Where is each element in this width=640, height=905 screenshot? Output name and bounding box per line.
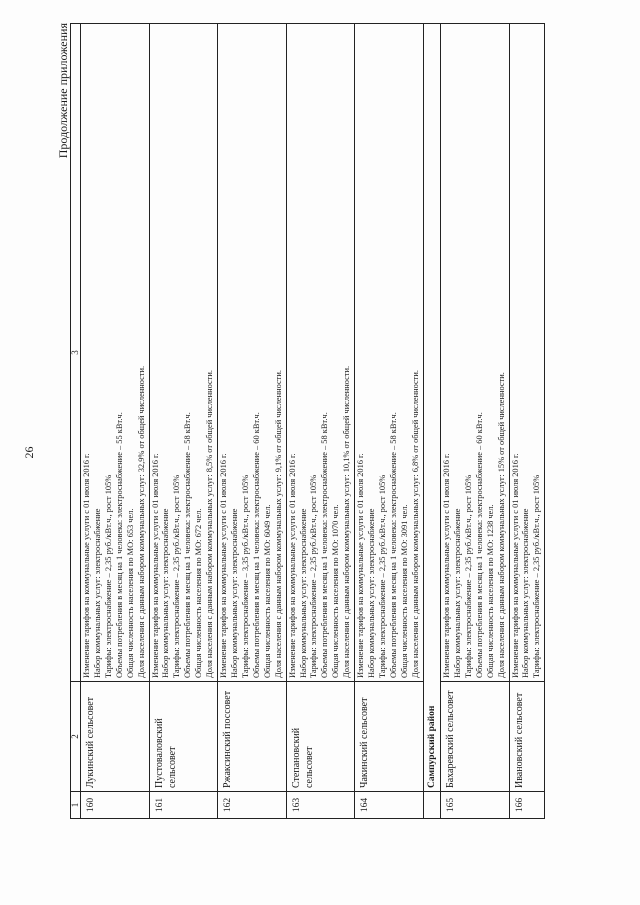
detail-line: Доля населения с данным набором коммунальных услуг: 15% от общей численности. bbox=[496, 372, 506, 678]
detail-line: Изменение тарифов на коммунальные услуги с 01 июля 2016 г. bbox=[287, 453, 297, 678]
table-row bbox=[81, 24, 150, 819]
tariff-details bbox=[149, 24, 218, 682]
header-cell-3: 3 bbox=[71, 24, 81, 682]
detail-line: Общая численность населения по МО: 1238 чел. bbox=[485, 504, 495, 678]
tariff-details bbox=[218, 24, 287, 682]
region-row bbox=[423, 24, 440, 819]
detail-line: Объемы потребления в месяц на 1 человека: электроснабжение – 60 кВт.ч. bbox=[251, 412, 261, 678]
detail-line: Объемы потребления в месяц на 1 человека: электроснабжение – 55 кВт.ч. bbox=[114, 412, 124, 678]
row-number: 163 bbox=[286, 792, 355, 819]
municipality-name: Ржаксинский поссовет bbox=[218, 682, 287, 792]
detail-line: Тарифы: электроснабжение – 2,35 руб./кВт.ч., рост 105% bbox=[377, 474, 387, 678]
table-row bbox=[509, 24, 545, 819]
table-row bbox=[286, 24, 355, 819]
detail-line: Объемы потребления в месяц на 1 человека: электроснабжение – 58 кВт.ч. bbox=[183, 412, 193, 678]
tariff-details bbox=[286, 24, 355, 682]
detail-line: Набор коммунальных услуг: электроснабжение bbox=[367, 508, 377, 678]
tariff-details bbox=[441, 24, 510, 682]
detail-line: Тарифы: электроснабжение – 2,35 руб./кВт.ч., рост 105% bbox=[532, 474, 542, 678]
detail-line: Общая численность населения по МО: 6049 чел. bbox=[262, 504, 272, 678]
tariff-details bbox=[509, 24, 545, 682]
tariff-details bbox=[81, 24, 150, 682]
table-row bbox=[149, 24, 218, 819]
row-number: 160 bbox=[81, 792, 150, 819]
detail-line: Тарифы: электроснабжение – 2,35 руб./кВт.ч., рост 105% bbox=[103, 474, 113, 678]
detail-line: Тарифы: электроснабжение – 3,35 руб./кВт.ч., рост 105% bbox=[240, 474, 250, 678]
detail-line: Изменение тарифов на коммунальные услуги с 01 июля 2016 г. bbox=[356, 453, 366, 678]
header-cell-2: 2 bbox=[71, 682, 81, 792]
table-row bbox=[441, 24, 510, 819]
detail-line: Общая численность населения по МО: 653 чел. bbox=[125, 508, 135, 678]
row-number: 165 bbox=[441, 792, 510, 819]
tariff-details bbox=[355, 24, 424, 682]
municipality-name: Бахаревский сельсовет bbox=[441, 682, 510, 792]
detail-line: Общая численность населения по МО: 672 чел. bbox=[194, 508, 204, 678]
municipality-name: Лукинский сельсовет bbox=[81, 682, 150, 792]
detail-line: Тарифы: электроснабжение – 2,35 руб./кВт.ч., рост 105% bbox=[172, 474, 182, 678]
table-row bbox=[355, 24, 424, 819]
detail-line: Доля населения с данным набором коммунальных услуг: 8,5% от общей численности. bbox=[205, 370, 215, 678]
continuation-label: Продолжение приложения bbox=[56, 23, 70, 159]
page-number: 26 bbox=[22, 446, 36, 459]
detail-line: Тарифы: электроснабжение – 2,35 руб./кВт.ч., рост 105% bbox=[309, 474, 319, 678]
tariff-table bbox=[70, 23, 545, 819]
detail-line: Изменение тарифов на коммунальные услуги с 01 июля 2016 г. bbox=[82, 453, 91, 678]
municipality-name: Пустоваловский сельсовет bbox=[149, 682, 218, 792]
row-number: 162 bbox=[218, 792, 287, 819]
detail-line: Изменение тарифов на коммунальные услуги с 01 июля 2016 г. bbox=[219, 453, 229, 678]
detail-line: Изменение тарифов на коммунальные услуги с 01 июля 2016 г. bbox=[150, 453, 160, 678]
region-name: Сампурский район bbox=[423, 24, 440, 792]
region-empty-cell bbox=[423, 792, 440, 819]
detail-line: Общая численность населения по МО: 3091 чел. bbox=[399, 504, 409, 678]
detail-line: Набор коммунальных услуг: электроснабжение bbox=[521, 508, 531, 678]
detail-line: Набор коммунальных услуг: электроснабжение bbox=[161, 508, 171, 678]
detail-line: Тарифы: электроснабжение – 2,35 руб./кВт.ч., рост 105% bbox=[463, 474, 473, 678]
detail-line: Набор коммунальных услуг: электроснабжение bbox=[298, 508, 308, 678]
detail-line: Набор коммунальных услуг: электроснабжение bbox=[92, 508, 102, 678]
detail-line: Общая численность населения по МО: 1070 чел. bbox=[331, 504, 341, 678]
detail-line: Набор коммунальных услуг: электроснабжение bbox=[452, 508, 462, 678]
detail-line: Доля населения с данным набором коммунальных услуг: 6,8% от общей численности. bbox=[410, 370, 420, 678]
row-number: 161 bbox=[149, 792, 218, 819]
detail-line: Доля населения с данным набором коммунальных услуг: 10,1% от общей численности. bbox=[342, 365, 352, 678]
header-row bbox=[71, 24, 81, 819]
municipality-name: Чакинский сельсовет bbox=[355, 682, 424, 792]
row-number: 164 bbox=[355, 792, 424, 819]
detail-line: Изменение тарифов на коммунальные услуги с 01 июля 2016 г. bbox=[510, 453, 520, 678]
detail-line: Доля населения с данным набором коммунальных услуг: 32,9% от общей численности. bbox=[136, 365, 146, 678]
detail-line: Изменение тарифов на коммунальные услуги с 01 июля 2016 г. bbox=[442, 453, 451, 678]
detail-line: Объемы потребления в месяц на 1 человека: электроснабжение – 58 кВт.ч. bbox=[388, 412, 398, 678]
municipality-name: Степановский сельсовет bbox=[286, 682, 355, 792]
detail-line: Набор коммунальных услуг: электроснабжение bbox=[229, 508, 239, 678]
row-number: 166 bbox=[509, 792, 545, 819]
table-row bbox=[218, 24, 287, 819]
municipality-name: Ивановский сельсовет bbox=[509, 682, 545, 792]
detail-line: Объемы потребления в месяц на 1 человека: электроснабжение – 58 кВт.ч. bbox=[320, 412, 330, 678]
detail-line: Объемы потребления в месяц на 1 человека: электроснабжение – 60 кВт.ч. bbox=[474, 412, 484, 678]
detail-line: Доля населения с данным набором коммунальных услуг: 9,1% от общей численности. bbox=[273, 370, 283, 678]
header-cell-1: 1 bbox=[71, 792, 81, 819]
